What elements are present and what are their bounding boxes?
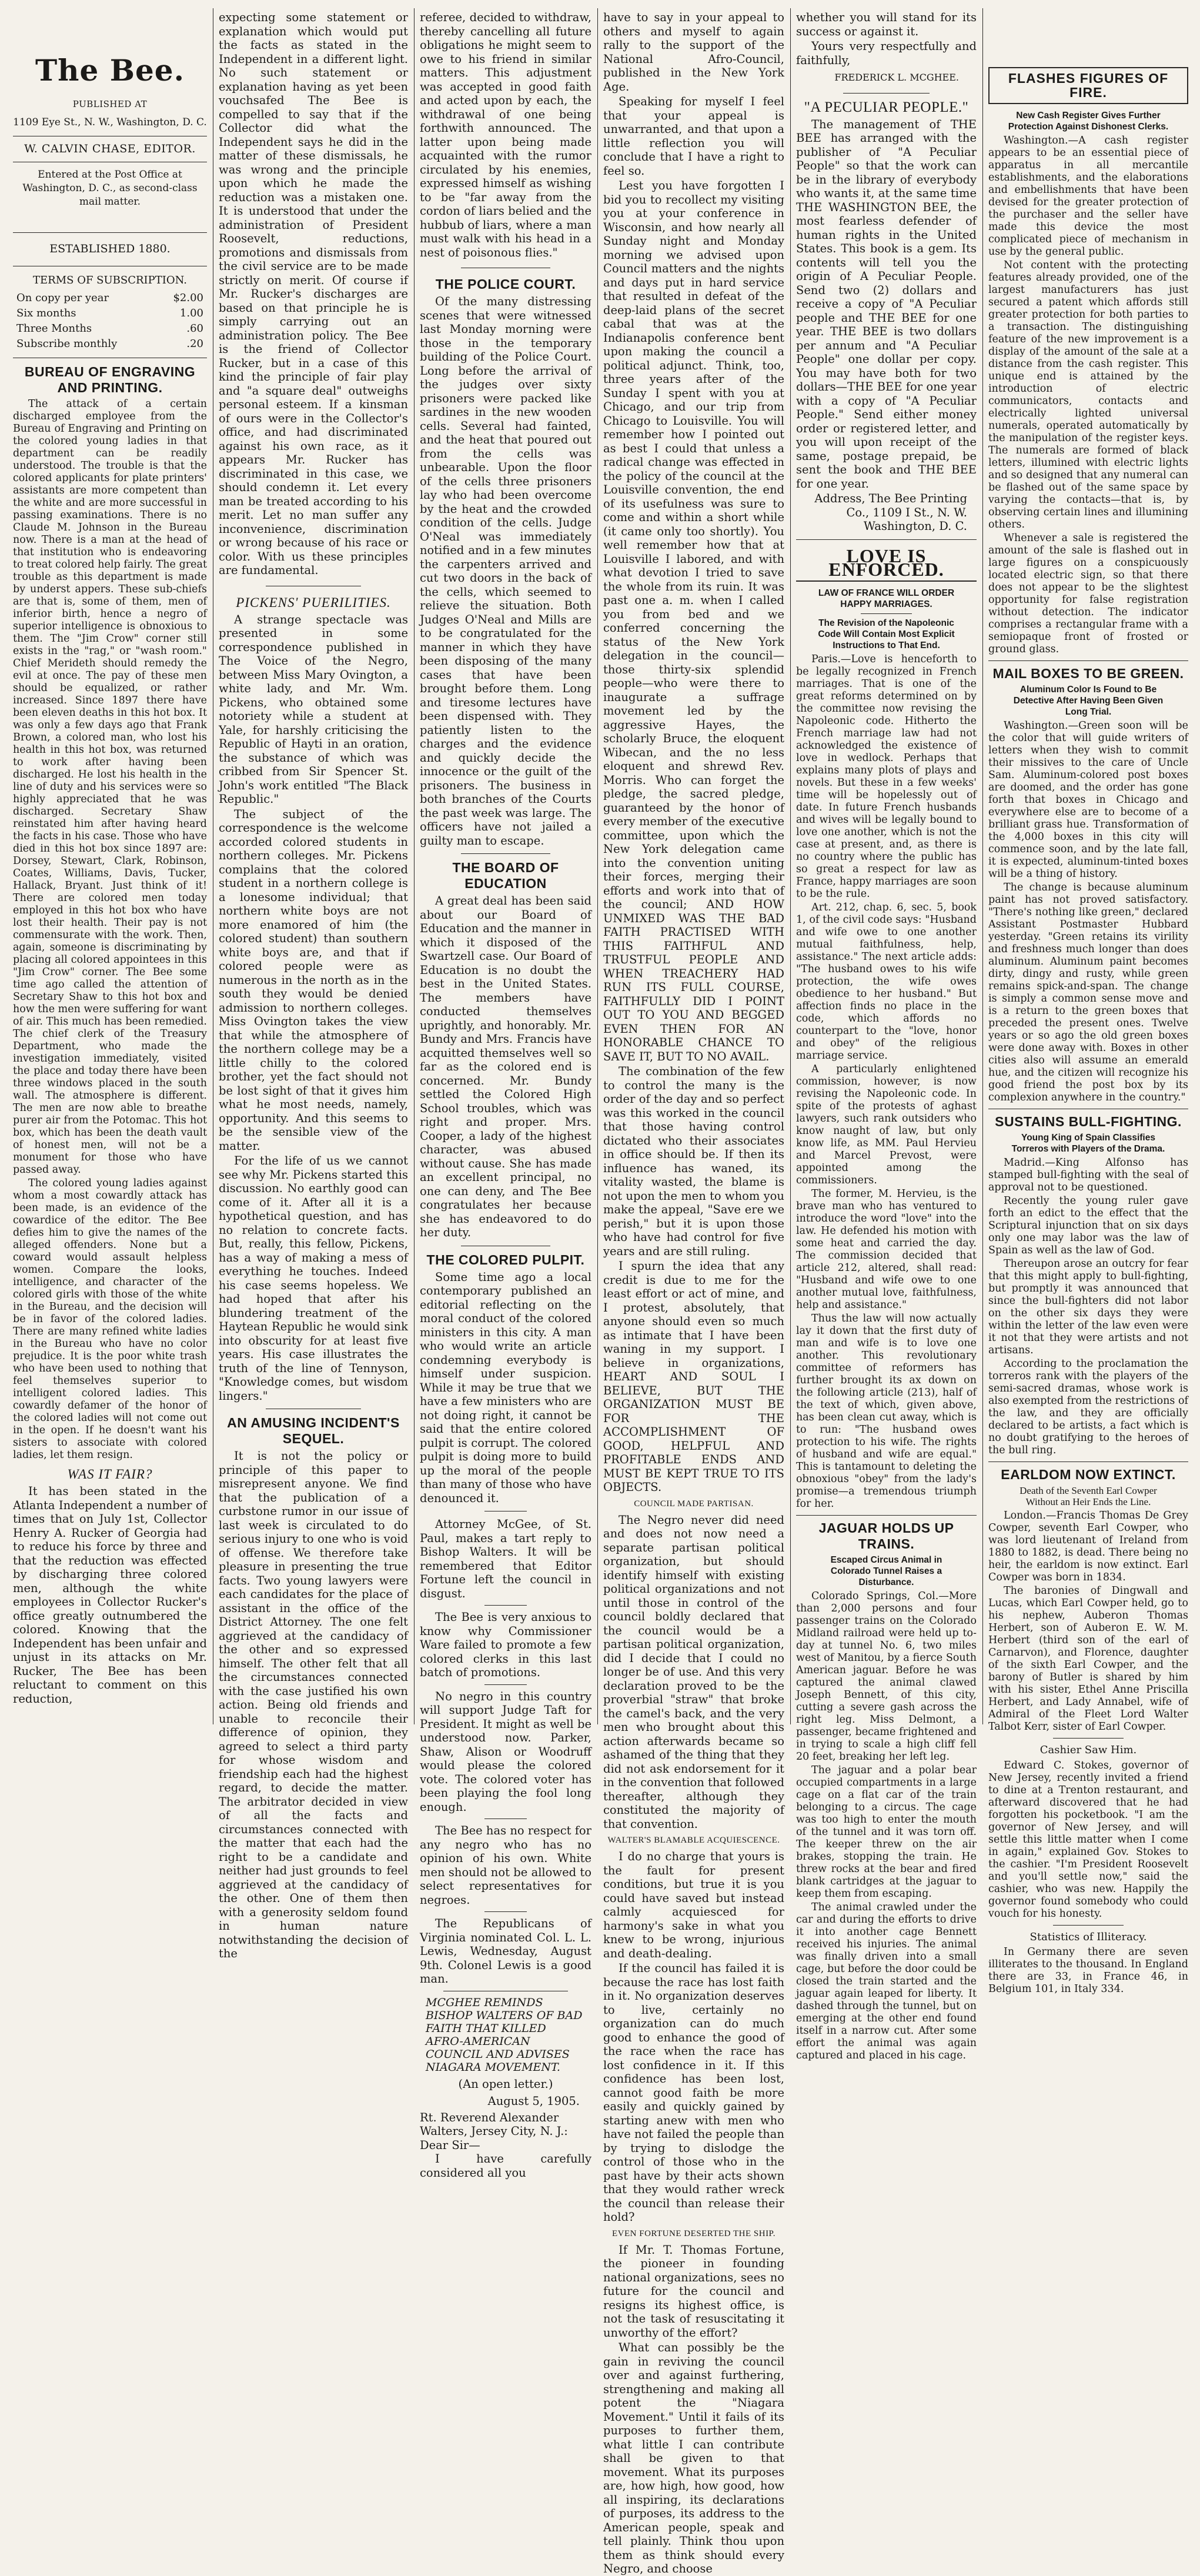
article-paragraph: The Negro never did need and does not now need a separate partisan political organization, but should identify himself with existing political organizations and not until those in control of the council boldly declared that the council would be a partisan political organization, did I decide that I could no longer be of use. And this very declaration proved to be the proverbial "straw" that broke the camel's back, and the very men who brought about this action afterwards became so ashamed of the thing that they did not ask endorsement for it in the convention that followed thereafter, although they constituted the majority of that convention. — [603, 1513, 784, 1831]
headline-colored-pulpit: THE COLORED PULPIT. — [426, 1252, 585, 1267]
article-paragraph: It has been stated in the Atlanta Independent a number of times that on July 1st, Collector Henry A. Rucker of Georgia had to reduce his force by three and that the reduction was effected by discharging three colored men, although the white employees in Collector Rucker's office greatly outnumbered the colored. Knowing that the Independent has been unfair and unjust in its attacks on Mr. Rucker, The Bee has been reluctant to comment on this reduction, — [13, 1484, 207, 1706]
divider — [484, 1911, 527, 1912]
masthead-title: The Bee. — [35, 53, 185, 88]
divider — [1053, 1925, 1124, 1926]
article-paragraph: Attorney McGee, of St. Paul, makes a tart reply to Bishop Walters. It will be remembered that Editor Fortune left the council in disgust. — [420, 1517, 591, 1600]
article-paragraph: Thereupon arose an outcry for fear that this might apply to bull-fighting, but promptly it was announced that since the bull-fighters did not labor on the other six days they were within the letter of the law even were it not that they were artists and not artisans. — [988, 1258, 1188, 1356]
column-rule — [414, 8, 415, 1724]
article-paragraph: The colored young ladies against whom a most cowardly attack has been made, is an evidence of the cowardice of the editor. The Bee defies him to give the names of the alleged offenders. None but a coward would assault helpless women. Compare the looks, intelligence, and character of the colored girls with those of the white in the Bureau, and the decision will be in favor of the colored ladies. There are many refined white ladies in the Bureau who have no color prejudice. It is the poor white trash who have been used to nothing that feel themselves superior to intelligent colored ladies. This cowardly defamer of the honor of the colored ladies will not come out in the open. If he doesn't want his sisters to associate with colored ladies, let them resign. — [13, 1177, 207, 1461]
article-paragraph: The combination of the few to control the many is the order of the day and so perfect was this worked in the council that those having control dictated who their associates in office should be. If then its influence has waned, its vitality wasted, the blame is not upon the men to whom you make the appeal, "Save ere we perish," but it is upon those who have had control for five years and are still ruling. — [603, 1065, 784, 1258]
subhead-jaguar: Escaped Circus Animal in Colorado Tunnel Raises a Disturbance. — [830, 1554, 942, 1587]
article-paragraph: The animal crawled under the car and during the efforts to drive it into another cage Bennett received his injuries. The animal was finally driven into a small cage, but before the door could be closed the train started and the jaguar again leaped for liberty. It dashed through the tunnel, but on emerging at the other end found itself in a narrow cut. After some effort the animal was again captured and placed in his cage. — [796, 1901, 977, 2061]
article-paragraph: Washington.—Green soon will be the color that will guide writers of letters when they wish to commit their missives to the care of Uncle Sam. Aluminum-colored post boxes are doomed, and the order has gone forth that boxes in Chicago and everywhere else are to become of a brilliant grass hue. Transformation of the 4,000 boxes in this city will commence soon, and by the late fall, it is expected, aluminum-tinted boxes will be a thing of history. — [988, 720, 1188, 880]
article-paragraph: Recently the young ruler gave forth an edict to the effect that the Scriptural injunction that on six days only one may labor was the law of Spain as well as the law of God. — [988, 1195, 1188, 1256]
subhead-council-partisan: COUNCIL MADE PARTISAN. — [634, 1499, 754, 1509]
article-paragraph: Of the many distressing scenes that were witnessed last Monday morning were those in the temporary building of the Police Court. Long before the arrival of the judges over sixty prisoners were packed like sardines in the new wooden cells. Several had fainted, and the heat that poured out from the cells was unbearable. Upon the floor of the cells three prisoners lay who had been overcome by the heat and the crowded condition of the cells. Judge O'Neal was immediately notified and in a few minutes the carpenters arrived and cut two doors in the back of the cells, which seemed to relieve the situation. Both Judges O'Neal and Mills are to be congratulated for the manner in which they have been disposing of the many cases that have been brought before them. Long and tiresome lectures have been dispensed with. They patiently listen to the charges and the evidence and quickly decide the innocence or the guilt of the prisoners. The business in both branches of the Courts the past week was large. The officers have not jailed a guilty man to escape. — [420, 295, 591, 847]
column-6 — [988, 11, 1188, 1995]
headline-police-court: THE POLICE COURT. — [435, 276, 576, 292]
subhead-walter-acquiescence: WALTER'S BLAMABLE ACQUIESCENCE. — [607, 1836, 780, 1845]
article-paragraph: Not content with the protecting features already provided, one of the largest manufacturers has just secured a patent which affords still greater protection for both parties to a transaction. The distinguishing feature of the new improvement is a display of the amount of the sale at a distance from the cash register. This unique end is attained by the introduction of electric communicators, contacts and electrically lighted universal numerals, operated automatically by the manipulation of the register keys. The numerals are formed of black letters, illumined with electric lights and so designed that any numeral can be flashed out of the same space by varying the contacts—that is, by observing certain lines and illumining others. — [988, 259, 1188, 530]
article-paragraph: have to say in your appeal to others and myself to again rally to the support of the National Afro-Council, published in the New York Age. — [603, 11, 784, 94]
column-5 — [796, 11, 977, 2061]
peculiar-address: Address, The Bee Printing Co., 1109 I St., N. W. Washington, D. C. — [814, 492, 967, 533]
headline-mcghee-reminds: MCGHEE REMINDS BISHOP WALTERS OF BAD FAITH THAT KILLED AFRO-AMERICAN COUNCIL AND ADVISES NIAGARA MOVEMENT. — [426, 1996, 583, 2074]
subhead-fortune-deserted: EVEN FORTUNE DESERTED THE SHIP. — [611, 2228, 776, 2238]
masthead-established: ESTABLISHED 1880. — [49, 242, 171, 255]
terms-list — [13, 291, 207, 352]
article-paragraph: Art. 212, chap. 6, sec. 5, book 1, of the civil code says: "Husband and wife owe to one another mutual faithfulness, help, assistance." The next article adds: "The husband owes to his wife protection, the wife owes obedience to her husband." But affection finds no place in the code, which affords no counterpart to the "love, honor and obey" of the religious marriage service. — [796, 901, 977, 1062]
article-paragraph: A great deal has been said about our Board of Education and the manner in which it disposed of the Swartzell case. Our Board of Education is no doubt the best in the United States. The members have conducted themselves uprightly, and honorably. Mr. Bundy and Mrs. Francis have acquitted themselves well so far as the colored end is concerned. Mr. Bundy settled the Colored High School troubles, which was right and proper. Mrs. Cooper, a lady of the highest character, was abused without cause. She has made an excellent principal, no one can deny, and The Bee congratulates her because she has endeavored to do her duty. — [420, 894, 591, 1239]
article-paragraph: I have carefully considered all you — [420, 2152, 591, 2180]
article-paragraph: The subject of the correspondence is the welcome accorded colored students in northern colleges. Mr. Pickens complains that the colored student in a northern college is a lonesome individual; that northern white boys are not more enamored of him (the colored student) than southern white boys are, and that if colored people were as numerous in the north as in the south they would be denied admission to northern colleges. Miss Ovington takes the view that while the atmosphere of the northern college may be a little chilly to the colored brother, yet the fact should not be lost sight of that it gives him what he most needs, namely, opportunity. And this seems to be the sensible view of the matter. — [219, 807, 408, 1153]
headline-flashes-figures: FLASHES FIGURES OF FIRE. — [988, 67, 1188, 104]
terms-row: Three Months .60 — [16, 322, 203, 335]
letter-date: August 5, 1905. — [487, 2094, 580, 2108]
column-3 — [420, 11, 591, 2180]
headline-board-of-education: THE BOARD OF EDUCATION — [452, 860, 559, 891]
article-paragraph: The management of THE BEE has arranged with the publisher of "A Peculiar People" so that the work can be in the library of everybody who wants it, at the same time THE WASHINGTON BEE, the most fearless defender of human rights in the United States. This book is a gem. Its contents will tell you the origin of A Peculiar People. Send two (2) dollars and receive a copy of "A Peculiar people and THE BEE for one year. THE BEE is two dollars per annum and "A Peculiar People" one dollar per copy. You may have both for two dollars—THE BEE for one year with a copy of "A Peculiar People." Send either money order or registered letter, and you will upon receipt of the same, postage prepaid, be sent the book and THE BEE for one year. — [796, 117, 977, 490]
headline-jaguar: JAGUAR HOLDS UP TRAINS. — [818, 1520, 954, 1551]
article-paragraph: Some time ago a local contemporary published an editorial reflecting on the moral conduct of the colored ministers in this city. A man who would write an article condemning everybody is himself under suspicion. While it may be true that we have a few ministers who are not doing right, it cannot be said that the entire colored pulpit is corrupt. The colored pulpit is doing more to build up the moral of the people than many of those who have denounced it. — [420, 1270, 591, 1505]
letter-closing: Yours very respectfully and faithfully, — [796, 39, 977, 67]
article-paragraph: I do no charge that yours is the fault for present conditions, but true it is you could have saved but instead calmly acquiesced for harmony's sake in what you knew to be wrong, injurious and death-dealing. — [603, 1850, 784, 1960]
article-paragraph: Lest you have forgotten I bid you to recollect my visiting you at your conference in Wisconsin, and how nearly all Sunday night and Monday morning we advised upon Council matters and the nights and days put in hard service that resulted in defeat of the deep-laid plans of the secret cabal that was at the Indianapolis conference bent upon making the council a political adjunct. Think, too, three years after of the Sunday I spent with you at Chicago, and our trip from Chicago to Louisville. You will remember how I pointed out as best I could that unless a radical change was effected in the policy of the council at the Louisville convention, the end of its usefulness was sure to come and within a short while (it came only too shortly). You well remember how that at Louisville I labored, and with what devotion I tried to save the whole from its ruin. It was past one a. m. when I called you from bed and we conferred concerning the status of the New York delegation in the council—those thirty-six splendid people—who were there to inaugurate a suffrage movement led by the aggressive Hayes, the scholarly Bruce, the eloquent Wibecan, and the no less eloquent and shrewd Rev. Morris. Who can forget the pledge, the sacred pledge, guaranteed by the honor of every member of the executive committee, upon which the New York delegation came into the convention uniting their forces, merging their efforts and work into that of the council; AND HOW UNMIXED WAS THE BAD FAITH PRACTISED WITH THIS FAITHFUL AND TRUSTFUL PEOPLE AND WHEN TREACHERY HAD RUN ITS FULL COURSE, FAITHFULLY DID I POINT OUT TO YOU AND BEGGED EVEN THEN FOR AN HONORABLE CHANCE TO SAVE IT, BUT TO NO AVAIL. — [603, 179, 784, 1063]
article-paragraph: The jaguar and a polar bear occupied compartments in a large cage on a flat car of the train belonging to a circus. The cage was too high to enter the mouth of the tunnel and it was torn off. The keeper threw on the air brakes, stopping the train. He threw rocks at the bear and fired blank cartridges at the jaguar to keep them from escaping. — [796, 1764, 977, 1900]
subhead-flashes: New Cash Register Gives Further Protection Against Dishonest Clerks. — [1008, 111, 1169, 132]
article-paragraph: referee, decided to withdraw, thereby cancelling all future obligations he might seem to owe to his friend in similar matters. This adjustment was accepted in good faith and acted upon by each, the withdrawal of one being forthwith announced. The latter upon being made acquainted with the rumor circulated by his enemies, expressed himself as wishing to be "far away from the cordon of liars belied and the hubbub of liars, where a man must walk with his head in a nest of poisonous flies." — [420, 11, 591, 259]
article-paragraph: Edward C. Stokes, governor of New Jersey, recently invited a friend to dine at a Trenton restaurant, and afterward discovered that he had forgotten his pocketbook. "I am the governor of New Jersey, and will settle this little matter when I come in again," explained Gov. Stokes to the cashier. "I'm President Roosevelt and you'll settle now," said the cashier, who was new. Happily the governor found somebody who could vouch for his honesty. — [988, 1759, 1188, 1920]
headline-peculiar-people: "A PECULIAR PEOPLE." — [804, 99, 969, 115]
headline-pickens: PICKENS' PUERILITIES. — [236, 595, 391, 610]
divider — [484, 1684, 527, 1685]
column-2 — [219, 11, 408, 1960]
article-paragraph: No negro in this country will support Judge Taft for President. It might as well be understood now. Parker, Shaw, Alison or Woodruff would please the colored vote. The colored voter has been playing the fool long enough. — [420, 1689, 591, 1814]
article-paragraph: The Bee has no respect for any negro who has no opinion of his own. White men should not be allowed to select representatives for negroes. — [420, 1824, 591, 1907]
letter-salutation: Dear Sir— — [420, 2138, 480, 2152]
subhead-love-2: The Revision of the Napoleonic Code Will Contain Most Explicit Instructions to That End. — [818, 618, 955, 650]
masthead-editor: W. CALVIN CHASE, EDITOR. — [24, 142, 196, 155]
article-paragraph: The baronies of Dingwall and Lucas, which Earl Cowper held, go to his nephew, Auberon Thomas Herbert, son of Auberon E. W. M. Herbert (third son of the earl of Carnarvon), and Florence, daughter of the sixth Earl Cowper, and the barony of Butler is shared by him with his sister, Ethel Anne Priscilla Herbert, and Lady Annabel, wife of Admiral of the Fleet Lord Walter Talbot Kerr, sister of Earl Cowper. — [988, 1585, 1188, 1733]
article-paragraph: The Bee is very anxious to know why Commissioner Ware failed to promote a few colored clerks in this last batch of promotions. — [420, 1610, 591, 1679]
article-paragraph: The attack of a certain discharged employee from the Bureau of Engraving and Printing on the colored young ladies in that department can be readily understood. The trouble is that the colored applicants for plate printers' assistants are more competent than the white and are more successful in passing examinations. There is no Claude M. Johnson in the Bureau now. There is a man at the head of that institution who is endeavoring to treat colored help fairly. The great trouble as this department is made by underst appers. These sub-chiefs are that is, some of them, men of inferior birth, hence a negro of superior intelligence is obnoxious to them. The "Jim Crow" corner still exists in the "rag," or "wash room." Chief Merideth should remedy the evil at once. The pay of these men should be equalized, or rather increased. Since 1897 there have been eleven deaths in this hot box. It was only a few days ago that Frank Brown, a colored man, who lost his health in this hot box, was returned to work after having been discharged. He lost his health in the line of duty and his services were so highly appreciated that he was discharged. Secretary Shaw reinstated him after having heard the facts in his case. Those who have died in this hot box since 1897 are: Dorsey, Stewart, Clark, Robinson, Coates, Williams, Davis, Tucker, Hallack, Bryant. Just think of it! There are colored men today employed in this hot box who have lost their health. Their pay is not commensurate with the work. Then, again, someone is discriminating by placing all colored appointees in this "Jim Crow" corner. The Bee some time ago called the attention of Secretary Shaw to this hot box and how the men were suffering for want of air. This much has been remedied. The chief clerk of the Treasury Department, who made the investigation immediately, visited the place and today there have been three windows placed in the south wall. The atmosphere is different. The men are now able to breathe purer air from the Potomac. This hot box, which has been the death vault of honest men, will not be a monument for those who have passed away. — [13, 398, 207, 1176]
article-paragraph: Paris.—Love is henceforth to be legally recognized in French marriages. That is one of the great reforms determined on by the committee now revising the Napoleonic code. Hitherto the French marriage law had not acknowledged the existence of love in wedlock. Perhaps that explains many plots of plays and novels. But these in a few weeks' time will be hopelessly out of date. In future French husbands and wives will be legally bound to love one another, which is not the case at present, and, as there is no country where the public has so great a respect for law as France, happy marriages are soon to be the rule. — [796, 653, 977, 900]
subhead-love-1: LAW OF FRANCE WILL ORDER HAPPY MARRIAGES. — [818, 588, 955, 609]
article-paragraph: If Mr. T. Thomas Fortune, the pioneer in founding national organizations, sees no future for the council and resigns its highest office, is not the task of resuscitating it unworthy of the effort? — [603, 2243, 784, 2340]
article-paragraph: According to the proclamation the torreros rank with the players of the semi-sacred dramas, whose work is also exempted from the restrictions of the law, and they are officially declared to be artists, a fact which is no doubt gratifying to the heroes of the bull ring. — [988, 1358, 1188, 1456]
article-paragraph: Whenever a sale is registered the amount of the sale is flashed out in large figures on a conspicuously located electric sign, so that there does not appear to be the slightest opportunity for false registration without detection. The indicator comprises a rectangular frame with a semiopaque front of frosted or ground glass. — [988, 532, 1188, 655]
column-1 — [13, 11, 207, 1722]
masthead-address: 1109 Eye St., N. W., Washington, D. C. — [13, 116, 207, 128]
divider — [988, 1461, 1188, 1462]
divider — [843, 93, 930, 94]
divider — [988, 660, 1188, 661]
terms-row: Subscribe monthly .20 — [16, 338, 203, 350]
open-letter-label: (An open letter.) — [458, 2077, 553, 2091]
subhead-bull-fighting: Young King of Spain Classifies Torreros with Players of the Drama. — [1011, 1133, 1165, 1154]
terms-row: On copy per year $2.00 — [16, 292, 203, 304]
article-paragraph: For the life of us we cannot see why Mr. Pickens started this discussion. No earthly good can come of it. After all it is a hypothetical question, and has no relation to concrete facts. But, really, this fellow, Pickens, has a way of making a mess of everything he touches. Indeed his case seems hopeless. We had hoped that after his blundering treatment of the Haytean Republic he would sink into obscurity for at least five years. His case illustrates the truth of the line of Tennyson, "Knowledge comes, but wisdom lingers." — [219, 1154, 408, 1403]
column-rule — [597, 8, 598, 1724]
divider — [796, 539, 977, 540]
divider — [13, 232, 207, 233]
divider — [861, 613, 912, 614]
article-paragraph: The change is because aluminum paint has not proved satisfactory. "There's nothing like green," declared Assistant Postmaster Hubbard yesterday. "Green retains its virility and freshness much longer than does aluminum. Aluminum paint becomes dirty, dingy and rusty, while green remains spick-and-span. The change is simply a common sense move and is a return to the green boxes that preceded the present ones. Twelve years or so ago the old green boxes were done away with. Boxes in other cities also will assume an emerald hue, and the citizen will recognize his good friend the post box by its complexion anywhere in the country." — [988, 882, 1188, 1103]
masthead-entered: Entered at the Post Office at Washington, D. C., as second-class mail matter. — [22, 169, 198, 208]
article-paragraph: It is not the policy or principle of this paper to misrepresent anyone. We find that the publication of a curbstone rumor in our issue of last week is circulated to do serious injury to one who is void of offense. We therefore take pleasure in presenting the true facts. Two young lawyers were each candidates for the place of assistant in the office of the District Attorney. The one felt aggrieved at the candidacy of the other and so expressed himself. The other felt that all the circumstances connected with the case justified his own action. Being old friends and unable to reconcile their difference of opinion, they agreed to select a third party for whose wisdom and friendship each had the highest regard, to decide the matter. The arbitrator decided in view of all the facts and circumstances connected with the matter that each had the right to be a candidate and neither had just grounds to feel aggrieved at the candidacy of the other. One of them then with a generosity seldom found in human nature notwithstanding the decision of the — [219, 1449, 408, 1960]
article-paragraph: Colorado Springs, Col.—More than 2,000 persons and four passenger trains on the Colorado Midland railroad were held up to-day at tunnel No. 6, two miles west of Manitou, by a fierce South American jaguar. Before he was captured the animal clawed Joseph Bennett, of this city, cutting a severe gash across the right leg. Miss Delmont, a passenger, became frightened and in trying to scale a high cliff fell 20 feet, breaking her left leg. — [796, 1590, 977, 1763]
article-paragraph: Madrid.—King Alfonso has stamped bull-fighting with the seal of approval not to be questioned. — [988, 1157, 1188, 1193]
article-paragraph: The Republicans of Virginia nominated Col. L. L. Lewis, Wednesday, August 9th. Colonel Lewis is a good man. — [420, 1917, 591, 1986]
published-at-label: PUBLISHED AT — [72, 98, 148, 109]
article-paragraph: expecting some statement or explanation which would put the facts as stated in the Independent in a different light. No such statement or explanation having as yet been vouchsafed The Bee is compelled to say that if the Collector did what the Independent says he did in the matter of these dismissals, he was wrong and the principle upon which he made the reduction was a mistaken one. It is understood that under the administration of President Roosevelt, reductions, promotions and dismissals from the civil service are to be made strictly on merit. Of course if Mr. Rucker's discharges are based on that principle he is simply carrying out an administration policy. The Bee is the friend of Collector Rucker, but in a case of this kind the principle of fair play and "a square deal" outweighs personal esteem. If a kinsman of ours were in the Collector's office, and had discriminated against his own race, as it appears Mr. Rucker has discriminated in this case, we should condemn it. Let every man be treated according to his merit. Let no man suffer any inconvenience, discrimination or wrong because of his race or color. With us these principles are fundamental. — [219, 11, 408, 577]
divider — [484, 1818, 527, 1819]
subhead-mail-boxes: Aluminum Color Is Found to Be Detective After Having Been Given Long Trial. — [1013, 685, 1164, 717]
article-paragraph: I spurn the idea that any credit is due to me for the least effort or act of mine, and I protest, absolutely, that anyone should even so much as intimate that I have been waning in my support. I believe in organizations, HEART AND SOUL I BELIEVE, BUT THE ORGANIZATION MUST BE FOR THE ACCOMPLISHMENT OF GOOD, HELPFUL AND PROFITABLE ENDS AND MUST BE KEPT TRUE TO ITS OBJECTS. — [603, 1259, 784, 1494]
article-paragraph: The former, M. Hervieu, is the brave man who has ventured to introduce the word "love" into the law. He defended his motion with some heat and carried the day. The commission decided that article 212, altered, shall read: "Husband and wife owe to one another mutual love, faithfulness, help and assistance." — [796, 1187, 977, 1311]
article-paragraph: Thus the law will now actually lay it down that the first duty of man and wife is to love one another. This revolutionary committee of reformers has further brought its ax down on the following article (213), half of the text of which, given above, has been clean cut away, which is to run: "The husband owes protection to his wife. The rights of husband and wife are equal." This is tantamount to deleting the obnoxious "obey" from the lady's promise—a tremendous triumph for her. — [796, 1312, 977, 1510]
headline-amusing-incident: AN AMUSING INCIDENT'S SEQUEL. — [227, 1415, 400, 1446]
divider — [484, 1605, 527, 1606]
article-paragraph: Speaking for myself I feel that your appeal is unwarranted, and that upon a little reflection you will conclude that I have a right to feel so. — [603, 95, 784, 178]
headline-bull-fighting: SUSTAINS BULL-FIGHTING. — [995, 1114, 1182, 1129]
article-paragraph: A particularly enlightened commission, however, is now revising the Napoleonic code. In spite of the protests of aghast lawyers, such rank outsiders who know naught of law, but only know life, as MM. Paul Hervieu and Marcel Prevost, were appointed among the commissioners. — [796, 1063, 977, 1186]
headline-love-enforced: LOVE IS ENFORCED. — [796, 546, 977, 582]
headline-illiteracy: Statistics of Illiteracy. — [1029, 1930, 1147, 1943]
terms-row: Six months 1.00 — [16, 307, 203, 319]
divider — [796, 1515, 977, 1516]
article-paragraph: In Germany there are seven illiterates to the thousand. In England there are 33, in France 46, in Belgium 101, in Italy 334. — [988, 1946, 1188, 1995]
article-paragraph: Washington.—A cash register appears to be an essential piece of apparatus in all mercantile establishments, and the elaborations and embellishments that have been devised for the greater protection of the purchaser and the seller have made this device the most complicated piece of mechanism in use by the general public. — [988, 135, 1188, 258]
column-rule — [790, 8, 791, 1724]
divider — [1053, 1738, 1124, 1739]
column-4 — [603, 11, 784, 2575]
headline-cashier: Cashier Saw Him. — [1039, 1744, 1137, 1756]
article-paragraph: What can possibly be the gain in reviving the council over and against furthering, strengthening and making all potent the "Niagara Movement." Until it fails of its purposes to further them, what little I can contribute shall be given to that movement. What its purposes are, how high, how good, how all inspiring, its declarations of purposes, its address to the American people, speak and tell plainly. Think thou upon them as think should every Negro, and choose — [603, 2341, 784, 2575]
headline-mail-boxes: MAIL BOXES TO BE GREEN. — [992, 666, 1184, 681]
headline-was-it-fair: WAS IT FAIR? — [67, 1467, 153, 1481]
divider — [461, 853, 550, 854]
subhead-earldom: Death of the Seventh Earl Cowper Without an Heir Ends the Line. — [1020, 1485, 1157, 1507]
letter-signature: FREDERICK L. MCGHEE. — [834, 72, 959, 83]
letter-recipient: Rt. Reverend Alexander Walters, Jersey City, N. J.: — [420, 2110, 568, 2138]
headline-bureau: BUREAU OF ENGRAVING AND PRINTING. — [24, 364, 196, 395]
article-paragraph: A strange spectacle was presented in some correspondence published in The Voice of the Negro, between Miss Mary Ovington, a white lady, and Mr. Wm. Pickens, who obtained some notoriety while a student at Yale, for harshly criticising the Republic of Hayti in an oration, the substance of which was cribbed from Sir Spencer St. John's work entitled "The Black Republic." — [219, 612, 408, 806]
article-paragraph: If the council has failed it is because the race has lost faith in it. No organization deserves to live, certainly no organization can do much good to enhance the good of the race when the race has lost confidence in it. If this confidence has been lost, cannot good faith be more easily and quickly gained by starting anew with men who have not failed the people than by trying to dislodge the control of those who in the past have by their acts shown that they would rather wreck the council than release their hold? — [603, 1961, 784, 2224]
column-rule — [982, 8, 983, 1724]
headline-earldom: EARLDOM NOW EXTINCT. — [1001, 1467, 1176, 1482]
article-paragraph: whether you will stand for its success or against it. — [796, 11, 977, 38]
article-paragraph: London.—Francis Thomas De Grey Cowper, seventh Earl Cowper, who was lord lieutenant of Ireland from 1880 to 1882, is dead. There being no heir, the earldom is now extinct. Earl Cowper was born in 1834. — [988, 1510, 1188, 1583]
terms-title: TERMS OF SUBSCRIPTION. — [33, 273, 187, 286]
